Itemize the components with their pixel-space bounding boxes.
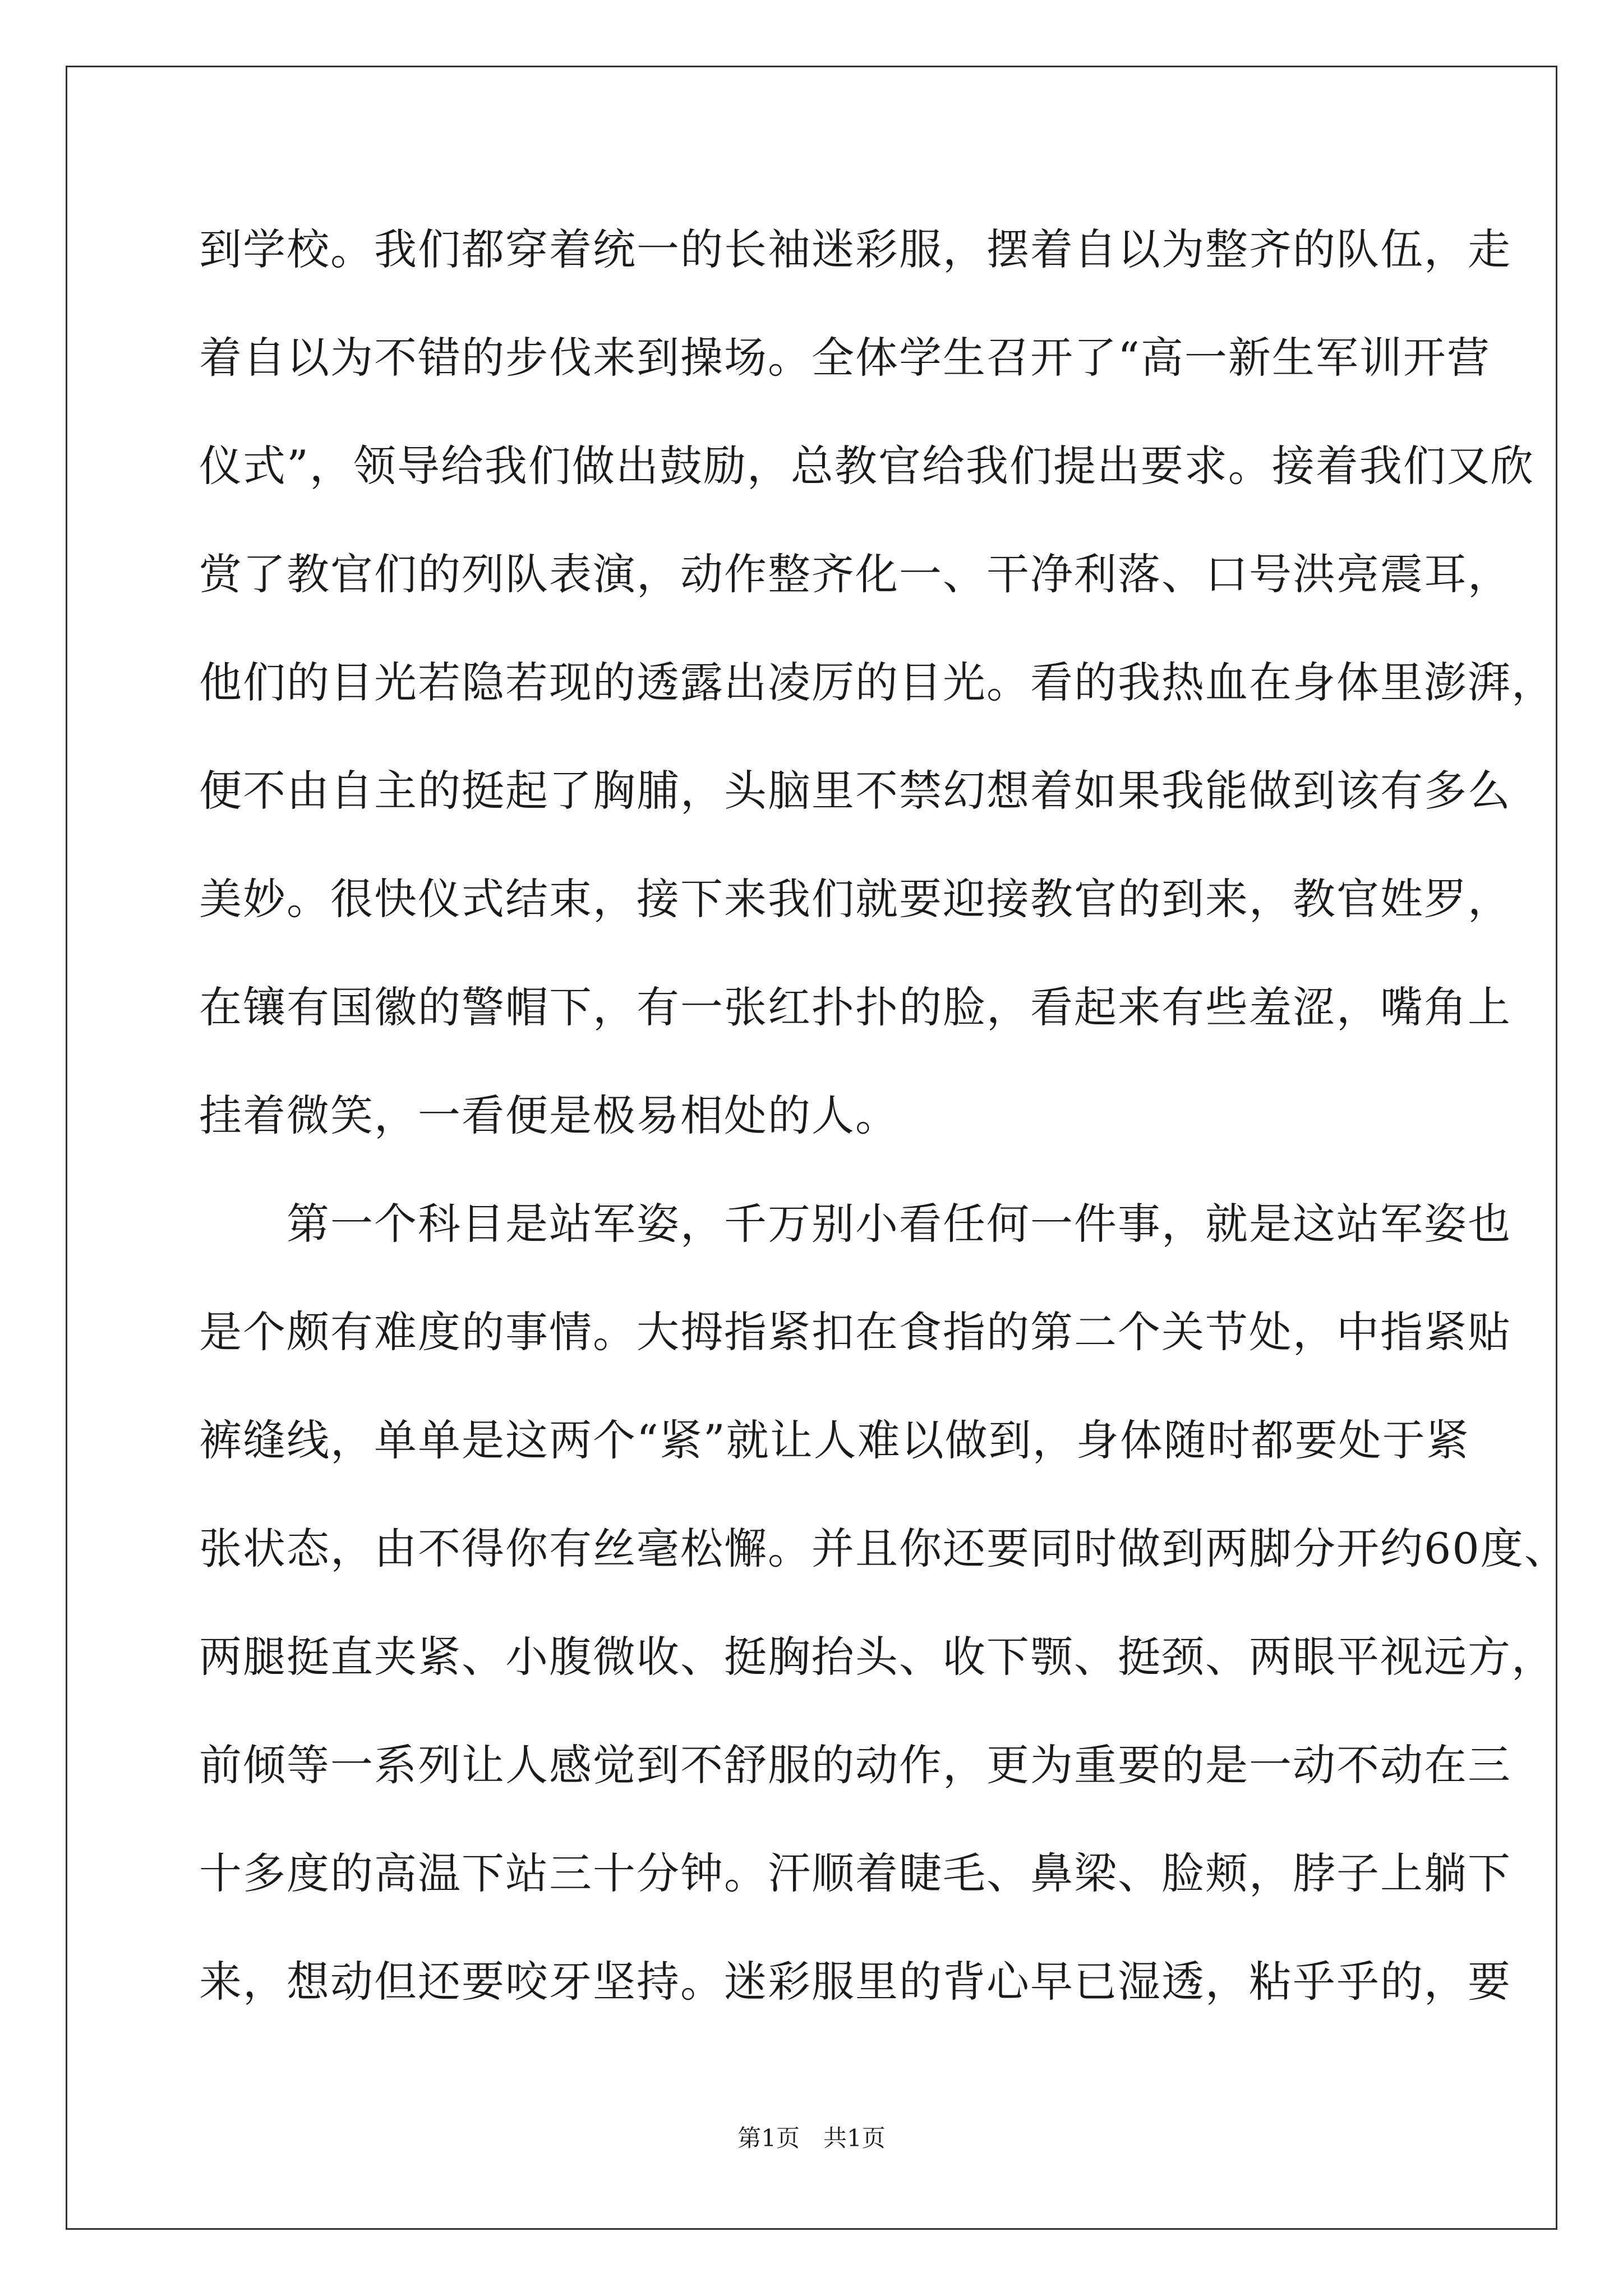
text-line: 前倾等一系列让人感觉到不舒服的动作，更为重要的是一动不动在三 — [199, 1740, 1511, 1790]
text-line: 着自以为不错的步伐来到操场。全体学生召开了“高一新生军训开营 — [199, 333, 1491, 383]
text-line: 裤缝线，单单是这两个“紧”就让人难以做到，身体随时都要处于紧 — [199, 1415, 1470, 1465]
text-line: 仪式”，领导给我们做出鼓励，总教官给我们提出要求。接着我们又欣 — [199, 441, 1534, 491]
text-line: 来，想动但还要咬牙坚持。迷彩服里的背心早已湿透，粘乎乎的，要 — [199, 1957, 1511, 2007]
text-line: 赏了教官们的列队表演，动作整齐化一、干净利落、口号洪亮震耳， — [199, 549, 1511, 599]
text-line: 在镶有国徽的警帽下，有一张红扑扑的脸，看起来有些羞涩，嘴角上 — [199, 982, 1511, 1032]
text-line: 便不由自主的挺起了胸脯，头脑里不禁幻想着如果我能做到该有多么 — [199, 766, 1511, 816]
text-line: 挂着微笑，一看便是极易相处的人。 — [199, 1091, 899, 1140]
page-footer: 第1页 共1页 — [737, 2124, 886, 2152]
paragraph-start-line: 第一个科目是站军姿，千万别小看任何一件事，就是这站军姿也 — [199, 1199, 1511, 1249]
text-line: 他们的目光若隐若现的透露出凌厉的目光。看的我热血在身体里澎湃， — [199, 657, 1555, 707]
text-line: 张状态，由不得你有丝毫松懈。并且你还要同时做到两脚分开约60度、 — [199, 1524, 1568, 1573]
text-line: 美妙。很快仪式结束，接下来我们就要迎接教官的到来，教官姓罗， — [199, 874, 1511, 924]
text-line: 两腿挺直夹紧、小腹微收、挺胸抬头、收下颚、挺颈、两眼平视远方， — [199, 1632, 1555, 1682]
text-line: 十多度的高温下站三十分钟。汗顺着睫毛、鼻梁、脸颊，脖子上躺下 — [199, 1848, 1511, 1898]
page-border — [66, 66, 1557, 2230]
text-line: 是个颇有难度的事情。大拇指紧扣在食指的第二个关节处，中指紧贴 — [199, 1307, 1511, 1357]
text-line: 到学校。我们都穿着统一的长袖迷彩服，摆着自以为整齐的队伍，走 — [199, 224, 1511, 274]
